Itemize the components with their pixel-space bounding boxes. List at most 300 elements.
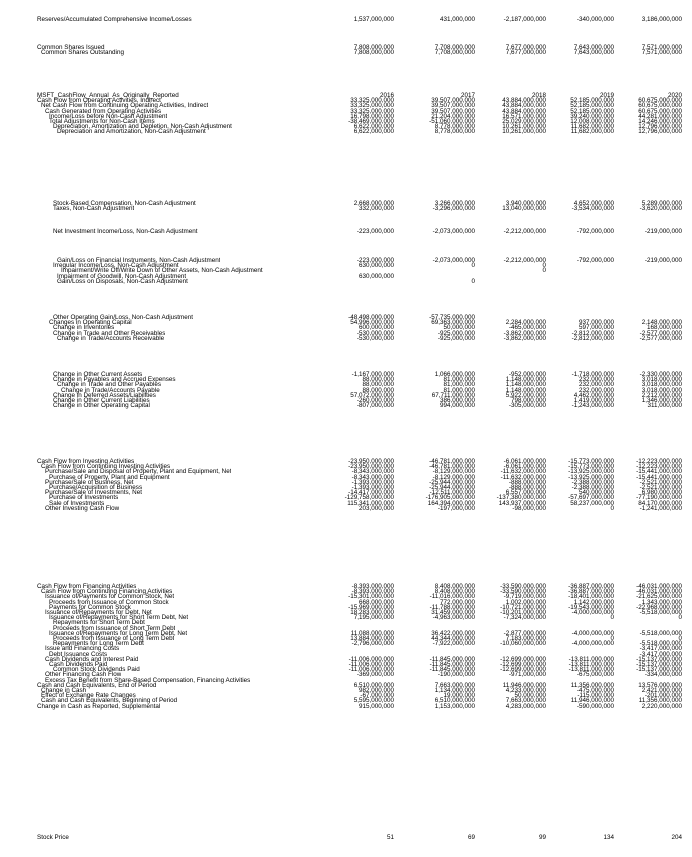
cell-value-year-4: 1,142,000,000 [573,598,614,606]
cell-value-year-5: -46,031,000,000 [636,583,682,590]
row-label: Change in Payables and Accrued Expenses [53,376,176,384]
cell-value-year-1: 630,000,000 [358,272,394,280]
cell-value-year-2: 31,459,000,000 [431,609,475,616]
cell-value-year-4: 232,000,000 [578,376,614,384]
cell-value-year-5: 7,571,000,000 [641,44,682,51]
row-label: Issuance of/Payments for Common Stock, Net [45,593,175,601]
cell-value-year-5: -1,241,000,000 [639,504,682,512]
row-label: Common Stock Dividends Paid [53,666,140,674]
row-label: Change in Trade and Other Receivables [53,329,166,337]
cell-value-year-5: -12,223,000,000 [636,458,682,465]
table-row [0,16,692,24]
cell-value-year-3: 1,148,000,000 [505,376,546,384]
cell-value-year-5: 311,000,000 [647,402,682,410]
table-row [0,834,692,842]
cell-value-year-5: 1,346,000,000 [641,397,682,404]
row-label: Other Operating Gain/Loss, Non-Cash Adjustment [53,314,194,321]
cell-value-year-1: 1,537,000,000 [353,16,394,23]
table-row [0,49,692,57]
cell-value-year-4: 597,000,000 [578,324,614,332]
row-label: Cash Flow from Continuing Financing Activities [41,588,173,596]
cell-value-year-1: -260,000,000 [356,397,394,404]
cell-value-year-4: -13,925,000,000 [568,468,614,476]
cell-value-year-1: -67,000,000 [360,692,394,700]
cell-value-year-1: 332,000,000 [358,205,394,213]
cell-value-year-3: 5,922,000,000 [505,391,546,399]
cell-value-year-4: -13,811,000,000 [568,666,614,674]
cell-value-year-4: -13,811,000,000 [568,655,614,663]
cell-value-year-4: 7,643,000,000 [573,49,614,57]
cell-value-year-1: -48,498,000,000 [348,314,394,321]
cell-value-year-4: 0 [610,614,614,622]
cell-value-year-1: 115,341,000,000 [347,499,394,507]
cell-value-year-3: -2,187,000,000 [503,16,546,23]
cell-value-year-5: -22,968,000,000 [636,603,682,611]
row-label: Change in Trade and Other Payables [57,381,161,389]
cell-value-year-3: 143,937,000,000 [498,499,546,507]
cell-value-year-3: -6,061,000,000 [503,463,546,471]
cell-value-year-4: -15,773,000,000 [568,458,614,465]
cell-value-year-2: 44,344,000,000 [431,635,475,642]
cell-value-year-3: 3,940,000,000 [505,200,546,207]
cell-value-year-1: 6,622,000,000 [353,128,394,136]
cell-value-year-5: -12,223,000,000 [636,463,682,471]
cell-value-year-2: 19,000,000 [443,692,475,700]
cell-value-year-1: 33,325,000,000 [350,97,394,105]
cell-value-year-2: -57,735,000,000 [429,314,475,321]
cell-value-year-5: -77,190,000,000 [636,494,682,502]
table-row [0,278,692,286]
cell-value-year-1: 88,000,000 [362,376,394,384]
cell-value-year-2: -11,845,000,000 [429,666,475,674]
cell-value-year-2: 386,000,000 [439,397,475,404]
cell-value-year-3: -10,201,000,000 [500,609,546,616]
cell-value-year-5: 44,281,000,000 [638,112,682,120]
row-label: Issue and Financing Costs [45,645,120,653]
table-row [0,335,692,343]
cell-value-year-2: -11,016,000,000 [429,593,475,601]
row-label: Impairment/Write Off/Write Down of Other Assets, Non-Cash Adjustment [61,267,263,275]
cell-value-year-2: 1,066,000,000 [434,371,475,378]
cell-value-year-3: 1,002,000,000 [505,598,546,606]
row-label: Repayments for Short Term Debt [53,619,145,627]
cell-value-year-4: 540,000,000 [578,489,614,497]
cell-value-year-2: 67,711,000,000 [431,391,475,399]
cell-value-year-2: -25,944,000,000 [429,478,475,486]
cell-value-year-3: -12,699,000,000 [500,655,546,663]
cell-value-year-3: -2,212,000,000 [503,257,546,264]
cell-value-year-2: -925,000,000 [437,334,475,342]
cell-value-year-5: 2020 [667,92,682,99]
cell-value-year-4: 52,185,000,000 [570,97,614,105]
row-label: Issuance of/Repayments for Debt, Net [45,609,152,616]
cell-value-year-3: 4,283,000,000 [505,702,546,710]
cell-value-year-3: 0 [542,262,546,270]
cell-value-year-4: -340,000,000 [576,16,614,23]
cell-value-year-4: -1,718,000,000 [571,371,614,378]
cell-value-year-4: -792,000,000 [576,257,614,264]
cell-value-year-1: -23,950,000,000 [348,463,394,471]
cell-value-year-1: 16,798,000,000 [350,112,394,120]
row-label: Cash and Cash Equivalents, End of Period [37,681,157,689]
cell-value-year-2: 1,134,000,000 [434,687,475,694]
cell-value-year-3: 2018 [531,92,546,99]
row-label: Gain/Loss on Financial Instruments, Non-Cash Adjustment [57,257,221,264]
cell-value-year-5: -5,518,000,000 [639,640,682,648]
cell-value-year-3: 50,000,000 [514,692,546,700]
row-label: Common Shares Issued [37,44,105,51]
row-label: Excess Tax Benefit from Share-Based Compensation, Financing Activities [45,676,251,684]
cell-value-year-1: -807,000,000 [356,402,394,410]
cell-value-year-5: 60,675,000,000 [638,97,682,105]
cell-value-year-1: -8,343,000,000 [351,468,394,476]
cell-value-year-1: -1,393,000,000 [351,478,394,486]
cell-value-year-2: -925,000,000 [437,329,475,337]
cell-value-year-3: 10,261,000,000 [502,128,546,136]
cell-value-year-1: -11,006,000,000 [348,655,394,663]
cell-value-year-2: 39,507,000,000 [431,97,475,105]
cell-value-year-4: 11,946,000,000 [570,697,614,705]
cell-value-year-3: -12,699,000,000 [500,661,546,668]
cell-value-year-4: -675,000,000 [576,671,614,679]
cell-value-year-2: -11,845,000,000 [429,661,475,668]
cell-value-year-2: 2017 [460,92,475,99]
cell-value-year-3: 7,183,000,000 [505,635,546,642]
cell-value-year-1: 2016 [379,92,394,99]
cell-value-year-1: 54,996,000,000 [350,319,394,327]
cell-value-year-5: -2,521,000,000 [639,484,682,491]
cell-value-year-4: -115,000,000 [577,692,614,700]
cell-value-year-1: 2,668,000,000 [353,200,394,207]
cell-value-year-1: -14,417,000,000 [348,489,394,497]
cell-value-year-5: -5,518,000,000 [639,609,682,616]
cell-value-year-5: 3,186,000,000 [641,16,682,23]
row-label: Change in Cash [41,687,87,694]
cell-value-year-4: 39,240,000,000 [570,112,614,120]
row-label: Cash Flow from Investing Activities [37,458,135,465]
cell-value-year-3: 43,884,000,000 [502,102,546,110]
cell-value-year-3: -305,000,000 [508,402,546,410]
cell-value-year-3: -888,000,000 [508,478,546,486]
cell-value-year-5: -5,518,000,000 [639,629,682,637]
row-label: Cash Generated from Operating Activities [45,107,162,115]
cell-value-year-5: -219,000,000 [644,257,682,264]
cell-value-year-2: 431,000,000 [439,16,475,23]
cell-value-year-5: -46,031,000,000 [636,588,682,596]
cell-value-year-4: 2019 [599,92,614,99]
cell-value-year-5: 84,170,000,000 [638,499,682,507]
cell-value-year-5: 2,148,000,000 [641,319,682,327]
cell-value-year-2: -176,905,000,000 [425,494,475,502]
cell-value-year-3: -33,590,000,000 [500,588,546,596]
cell-value-year-3: -2,212,000,000 [503,228,546,235]
row-label: Purchase/Acquisition of Business [49,484,143,491]
cell-value-year-2: 21,204,000,000 [431,112,475,120]
cell-value-year-5: 0 [678,614,682,622]
row-label: Proceeds from Issuance of Common Stock [49,598,169,606]
cell-value-year-5: 168,000,000 [646,324,682,332]
cell-value-year-4: -36,887,000,000 [568,588,614,596]
cell-value-year-4: 12,008,000,000 [570,118,614,125]
cell-value-year-2: 36,422,000,000 [431,629,475,637]
cell-value-year-3: -10,721,000,000 [500,603,546,611]
cell-value-year-5: 60,675,000,000 [638,102,682,110]
cell-value-year-3: 7,677,000,000 [505,44,546,51]
cell-value-year-4: -792,000,000 [576,228,614,235]
cell-value-year-1: -2,796,000,000 [351,640,394,648]
cell-value-year-2: -11,788,000,000 [429,603,475,611]
cell-value-year-5: -21,625,000,000 [636,593,682,601]
cell-value-year-2: 69 [467,834,475,841]
cell-value-year-4: -13,811,000,000 [568,661,614,668]
cell-value-year-2: 994,000,000 [439,402,475,410]
cell-value-year-2: 8,408,000,000 [434,583,475,590]
cell-value-year-4: -2,388,000,000 [571,484,614,491]
cell-value-year-2: 7,708,000,000 [434,49,475,57]
cell-value-year-3: 43,884,000,000 [502,107,546,115]
cell-value-year-3: -3,862,000,000 [503,329,546,337]
cell-value-year-3: 0 [542,267,546,275]
cell-value-year-1: -11,006,000,000 [348,661,394,668]
cell-value-year-1: 203,000,000 [358,504,394,512]
cell-value-year-1: 88,000,000 [362,381,394,389]
cell-value-year-2: 8,408,000,000 [434,588,475,596]
cell-value-year-4: -4,000,000,000 [571,629,614,637]
cell-value-year-1: -129,758,000,000 [344,494,394,502]
cell-value-year-1: 668,000,000 [358,598,394,606]
cell-value-year-3: 4,233,000,000 [505,687,546,694]
cell-value-year-2: -51,060,000,000 [429,118,475,125]
cell-value-year-2: -3,296,000,000 [432,205,475,213]
cell-value-year-3: -7,324,000,000 [503,614,546,622]
cell-value-year-3: 13,040,000,000 [502,205,546,213]
cell-value-year-3: 7,663,000,000 [505,697,546,705]
cell-value-year-3: -10,060,000,000 [500,640,546,648]
cell-value-year-1: 7,808,000,000 [353,49,394,57]
row-label: Proceeds from Issuance of Short Term Debt [53,624,176,632]
cell-value-year-5: 3,018,000,000 [641,381,682,389]
cell-value-year-2: 7,708,000,000 [434,44,475,51]
cell-value-year-5: 3,018,000,000 [641,376,682,384]
row-label: Income/Loss before Non-Cash Adjustment [49,112,168,120]
cell-value-year-4: 4,462,000,000 [573,391,614,399]
row-label: Impairment of Goodwill, Non-Cash Adjustment [57,272,187,280]
row-label: Purchase/Sale of Investments, Net [45,489,142,497]
cell-value-year-5: 2,212,000,000 [641,391,682,399]
cell-value-year-2: -11,845,000,000 [429,655,475,663]
cell-value-year-5: -15,137,000,000 [636,661,682,668]
cell-value-year-2: -25,944,000,000 [429,484,475,491]
cell-value-year-5: -2,577,000,000 [639,329,682,337]
cell-value-year-4: 11,682,000,000 [570,123,614,131]
cell-value-year-2: 81,000,000 [443,381,475,389]
row-label: Net Investment Income/Loss, Non-Cash Adjustment [53,228,198,235]
row-label: Proceeds from Issuance of Long Term Debt [53,635,175,642]
table-row [0,505,692,513]
cell-value-year-1: 5,595,000,000 [353,697,394,705]
row-label: Change in Deferred Assets/Liabilities [53,391,156,399]
cell-value-year-5: 7,571,000,000 [641,49,682,57]
cell-value-year-4: -3,534,000,000 [571,205,614,213]
cell-value-year-1: -11,006,000,000 [348,666,394,674]
row-label: Debt Issuance Costs [49,650,108,658]
cell-value-year-2: 39,507,000,000 [431,102,475,110]
cell-value-year-5: -201,000,000 [644,692,682,700]
cell-value-year-2: 50,000,000 [443,324,475,332]
cell-value-year-3: -12,699,000,000 [500,666,546,674]
cell-value-year-1: 88,000,000 [362,386,394,394]
row-label: Depreciation and Amortization, Non-Cash Adjustment [57,128,206,136]
row-label: Common Shares Outstanding [41,49,124,57]
cell-value-year-1: -8,393,000,000 [351,588,394,596]
cell-value-year-5: -3,417,000,000 [639,645,682,653]
cell-value-year-1: -8,343,000,000 [351,473,394,481]
cell-value-year-2: -197,000,000 [437,504,475,512]
row-label: Stock Price [37,834,69,841]
cell-value-year-3: -9,719,000,000 [503,593,546,601]
row-label: Payments for Common Stock [49,603,131,611]
cell-value-year-3: 99 [538,834,546,841]
cell-value-year-3: -33,590,000,000 [500,583,546,590]
row-label: Repayments for Long Term Debt [53,640,144,648]
cell-value-year-5: -334,000,000 [644,671,682,679]
cell-value-year-4: -36,887,000,000 [568,583,614,590]
table-row [0,205,692,213]
cell-value-year-4: -1,243,000,000 [571,402,614,410]
cell-value-year-1: 7,195,000,000 [353,614,394,622]
row-label: Gain/Loss on Disposals, Non-Cash Adjustment [57,277,188,285]
row-label: Purchase of Investments [49,494,119,502]
cell-value-year-3: -137,380,000,000 [496,494,546,502]
cell-value-year-4: -475,000,000 [576,687,614,694]
cell-value-year-3: 43,884,000,000 [502,97,546,105]
cell-value-year-3: 25,029,000,000 [502,118,546,125]
cell-value-year-2: 81,000,000 [443,376,475,384]
cell-value-year-5: -15,137,000,000 [636,655,682,663]
row-label: Net Cash Flow from Continuing Operating Activities, Indirect [41,102,209,110]
cell-value-year-5: -2,521,000,000 [639,478,682,486]
cell-value-year-4: -590,000,000 [576,702,614,710]
cell-value-year-1: -530,000,000 [356,334,394,342]
cell-value-year-4: -19,543,000,000 [568,603,614,611]
cell-value-year-5: -219,000,000 [644,228,682,235]
cell-value-year-4: -57,697,000,000 [568,494,614,502]
cell-value-year-1: -223,000,000 [356,257,394,264]
row-label: Stock-Based Compensation, Non-Cash Adjustment [53,200,196,207]
cell-value-year-1: 915,000,000 [358,702,394,710]
row-label: Purchase of Property, Plant and Equipment [49,473,170,481]
row-label: Cash Flow from Operating Activities, Indirect [37,97,161,105]
cell-value-year-2: 1,153,000,000 [434,702,475,710]
cell-value-year-5: 2,220,000,000 [641,702,682,710]
row-label: Change in Inventories [53,324,115,332]
row-label: Other Financing Cash Flow [45,671,122,679]
cell-value-year-4: 4,652,000,000 [573,200,614,207]
cell-value-year-3: 2,284,000,000 [505,319,546,327]
cell-value-year-3: -11,632,000,000 [500,468,546,476]
cell-value-year-4: 11,682,000,000 [570,128,614,136]
row-label: Change in Other Current Assets [53,371,143,378]
cell-value-year-5: -2,330,000,000 [639,371,682,378]
cell-value-year-3: 798,000,000 [510,397,546,404]
row-label: Cash Dividends and Interest Paid [45,655,139,663]
cell-value-year-1: 33,325,000,000 [350,102,394,110]
cell-value-year-5: -2,577,000,000 [639,334,682,342]
cell-value-year-4: 937,000,000 [578,319,614,327]
cell-value-year-1: -15,969,000,000 [348,603,394,611]
row-label: Irregular Income/Loss, Non-Cash Adjustment [53,262,179,270]
cell-value-year-1: -15,301,000,000 [348,593,394,601]
cell-value-year-5: 13,576,000,000 [638,681,682,689]
cell-value-year-4: -4,000,000,000 [571,640,614,648]
row-label: Taxes, Non-Cash Adjustment [53,205,135,213]
cell-value-year-4: -2,812,000,000 [571,329,614,337]
cell-value-year-2: -190,000,000 [437,671,475,679]
cell-value-year-4: 52,185,000,000 [570,102,614,110]
cell-value-year-2: -46,781,000,000 [429,463,475,471]
cell-value-year-3: 1,148,000,000 [505,381,546,389]
row-label: Issuance of/Repayments for Long Term Debt, Net [49,629,188,637]
cell-value-year-3: 11,946,000,000 [502,681,546,689]
cell-value-year-5: 204 [671,834,682,841]
table-row [0,402,692,410]
cell-value-year-2: 6,510,000,000 [434,697,475,705]
cell-value-year-4: 1,419,000,000 [573,397,614,404]
cell-value-year-5: -15,441,000,000 [636,473,682,481]
cell-value-year-5: 11,356,000,000 [638,697,682,705]
cell-value-year-5: 5,289,000,000 [641,200,682,207]
cell-value-year-4: -15,773,000,000 [568,463,614,471]
cell-value-year-5: 0 [678,635,682,642]
cell-value-year-1: 6,622,000,000 [353,123,394,131]
row-label: Depreciation, Amortization and Depletion, Non-Cash Adjustment [53,123,232,131]
row-label: Sale of Investments [49,499,105,507]
cell-value-year-5: 12,796,000,000 [638,128,682,136]
cell-value-year-3: 6,557,000,000 [505,489,546,497]
cell-value-year-2: -8,129,000,000 [432,473,475,481]
table-row [0,228,692,236]
row-label: Total Adjustments for Non-Cash Items [49,118,155,125]
cell-value-year-1: 18,283,000,000 [350,609,394,616]
row-label: Changes in Operating Capital [49,319,132,327]
cell-value-year-3: 16,571,000,000 [502,112,546,120]
row-label: Cash Flow from Financing Activities [37,583,137,590]
cell-value-year-5: 12,796,000,000 [638,123,682,131]
cell-value-year-3: 1,148,000,000 [505,386,546,394]
cell-value-year-1: 11,088,000,000 [350,629,394,637]
cell-value-year-1: 6,510,000,000 [353,681,394,689]
row-label: Cash and Cash Equivalents, Beginning of Period [41,697,178,705]
cell-value-year-5: -15,137,000,000 [636,666,682,674]
cell-value-year-3: -6,061,000,000 [503,458,546,465]
cell-value-year-4: -18,401,000,000 [568,593,614,601]
cell-value-year-1: 7,808,000,000 [353,44,394,51]
cell-value-year-1: 51 [386,834,394,841]
cell-value-year-3: -888,000,000 [508,484,546,491]
row-label: Purchase/Sale of Business, Net [45,478,134,486]
row-label: Change in Cash as Reported, Supplemental [37,702,161,710]
cell-value-year-2: -2,073,000,000 [432,228,475,235]
cell-value-year-2: 3,266,000,000 [434,200,475,207]
cell-value-year-5: 1,343,000,000 [641,598,682,606]
cell-value-year-1: -8,393,000,000 [351,583,394,590]
cell-value-year-4: -2,388,000,000 [571,478,614,486]
table-row [0,128,692,136]
row-label: Change in Trade/Accounts Receivable [57,334,165,342]
cell-value-year-4: -2,812,000,000 [571,334,614,342]
row-label: Change in Other Operating Capital [53,402,150,410]
cell-value-year-3: -11,632,000,000 [500,473,546,481]
